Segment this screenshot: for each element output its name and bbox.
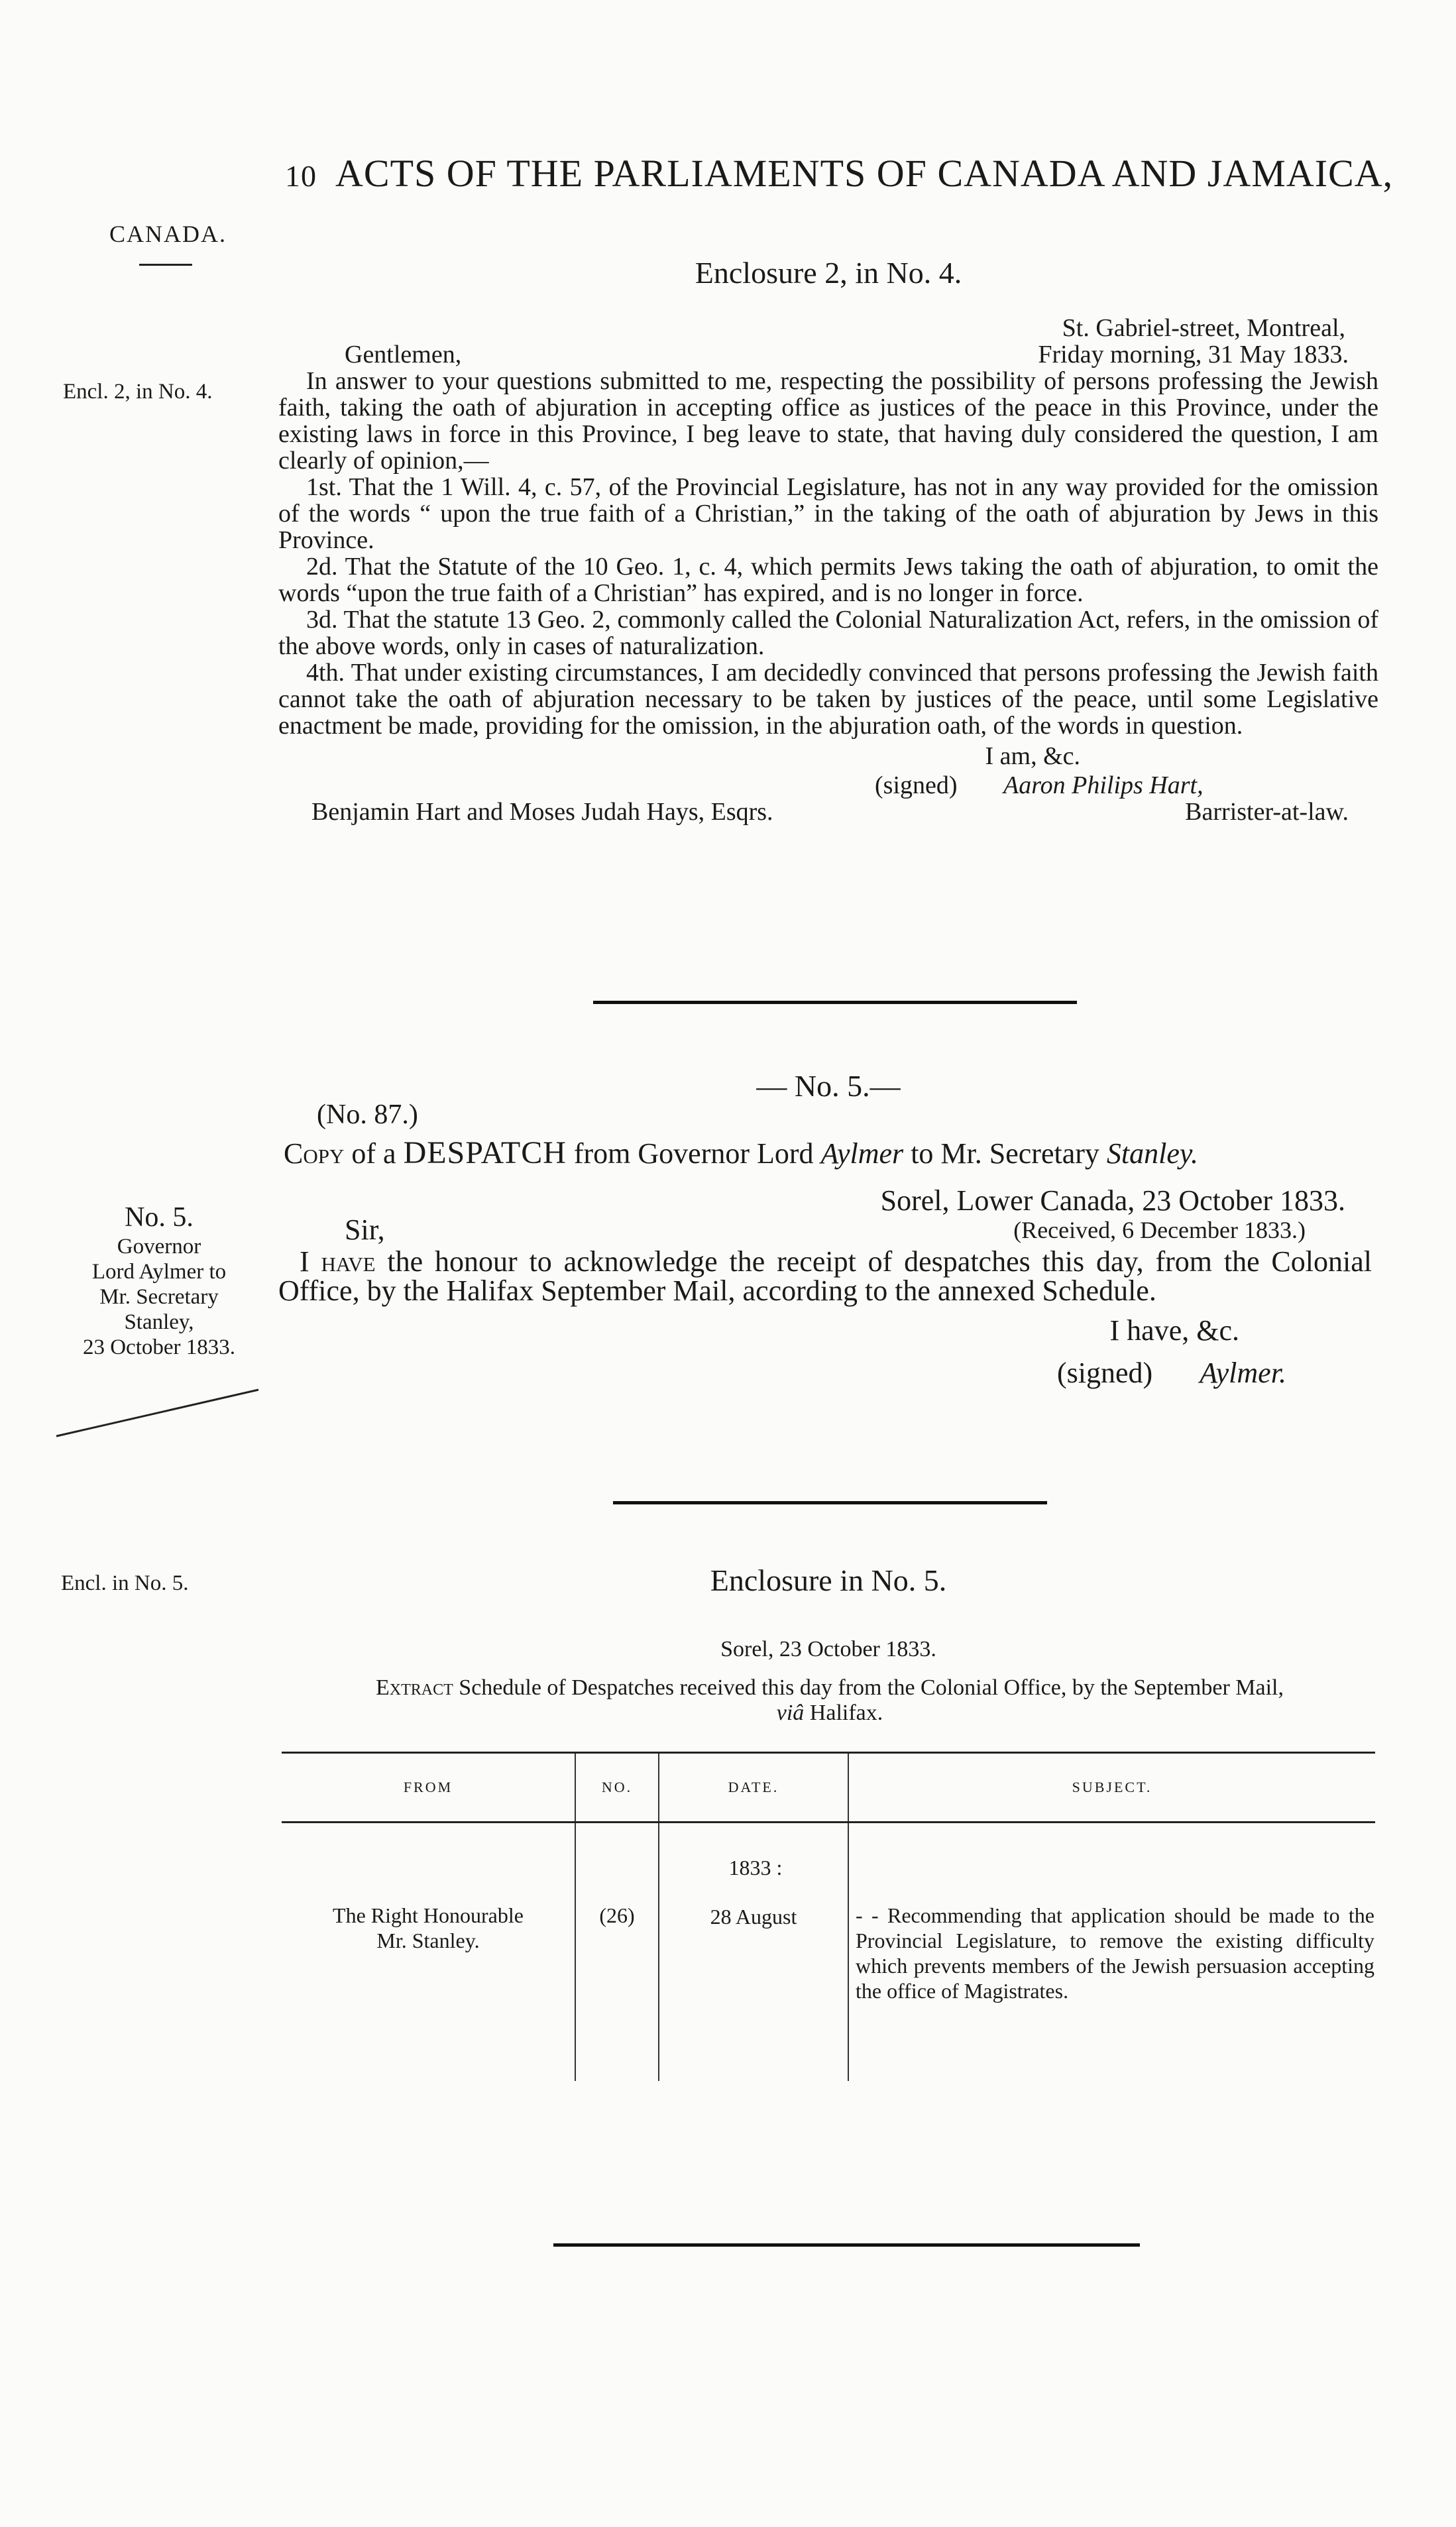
enclosure-5-date: Sorel, 23 October 1833. xyxy=(720,1637,936,1661)
halifax-word: Halifax. xyxy=(804,1701,883,1725)
margin-flourish xyxy=(53,1382,265,1441)
body-lead: I have xyxy=(300,1245,376,1278)
letter-addressees: Benjamin Hart and Moses Judah Hays, Esqrs. xyxy=(311,798,773,826)
table-header-row xyxy=(282,1754,1375,1823)
closing-rule xyxy=(553,2243,1140,2247)
cell-from xyxy=(282,1823,575,2081)
header-from: FROM xyxy=(282,1754,575,1823)
margin-no-5-line: Lord Aylmer to xyxy=(91,1260,227,1284)
despatch-word: DESPATCH xyxy=(403,1135,567,1170)
schedule-caption xyxy=(280,1675,1380,1726)
despatch-received: (Received, 6 December 1833.) xyxy=(1013,1217,1306,1243)
letter-salutation: Gentlemen, xyxy=(345,341,462,368)
despatch-signer: Aylmer. xyxy=(1200,1357,1286,1389)
schedule-caption-text: Schedule of Despatches received this day from the Colonial Office, by the September Mail, xyxy=(453,1675,1284,1700)
section-rule-1 xyxy=(593,1001,1077,1004)
margin-encl-5: Encl. in No. 5. xyxy=(61,1571,189,1595)
despatch-caption xyxy=(284,1135,1377,1171)
despatch-body xyxy=(278,1247,1372,1306)
caption-part: to Mr. Secretary xyxy=(903,1137,1107,1170)
letter-paragraph-1: In answer to your questions submitted to me, respecting the possibility of persons professing the Jewish faith, taking the oath of abjuration in accepting office as justices of the peace in this Province, under the existing laws in force in this Province, I beg leave to state, that having duly considered the question, I am clearly of opinion,— xyxy=(278,367,1378,475)
header-no: NO. xyxy=(575,1754,659,1823)
letter-closing: I am, &c. xyxy=(985,742,1080,770)
enclosure-5-title: Enclosure in No. 5. xyxy=(710,1563,947,1597)
caption-part: of a xyxy=(344,1137,404,1170)
despatch-place-date: Sorel, Lower Canada, 23 October 1833. xyxy=(880,1184,1345,1217)
from-line-2: Mr. Stanley. xyxy=(376,1929,480,1952)
header-date: DATE. xyxy=(659,1754,848,1823)
no-5-title: — No. 5.— xyxy=(756,1069,901,1103)
margin-encl-2: Encl. 2, in No. 4. xyxy=(63,380,213,404)
extract-word: Extract xyxy=(376,1675,453,1700)
margin-no-5-line: 23 October 1833. xyxy=(82,1335,236,1359)
margin-divider xyxy=(139,264,192,266)
body-text: the honour to acknowledge the receipt of despatches this day, from the Colonial Office, by the Halifax September Mail, according to the annexed Schedule. xyxy=(278,1245,1372,1307)
margin-canada: CANADA. xyxy=(109,221,227,247)
via-word: viâ xyxy=(776,1701,805,1725)
letter-date: Friday morning, 31 May 1833. xyxy=(1038,341,1349,368)
margin-no-5-line: Stanley, xyxy=(124,1310,194,1334)
date-day: 28 August xyxy=(710,1905,797,1929)
letter-paragraph-5: 4th. That under existing circumstances, I am decidedly convinced that persons professing the Jewish faith cannot take the oath of abjuration necessary to be taken by justices of the peace, until some Legislative enactment be made, providing for the omission, in the abjuration oath, of the words in question. xyxy=(278,659,1378,740)
despatch-letter xyxy=(278,1186,1378,1388)
signer-title: Barrister-at-law. xyxy=(1185,798,1349,826)
margin-no-5 xyxy=(60,1201,258,1360)
despatch-closing: I have, &c. xyxy=(1109,1314,1239,1347)
enclosure-2-letter xyxy=(278,315,1378,825)
table-year: 1833 : xyxy=(728,1856,783,1880)
despatch-signed-label: (signed) xyxy=(1057,1357,1153,1389)
signer-name: Aaron Philips Hart, xyxy=(1003,771,1204,799)
stanley-name: Stanley. xyxy=(1106,1137,1198,1170)
signed-label: (signed) xyxy=(875,771,958,799)
margin-no-5-line: Mr. Secretary xyxy=(99,1285,219,1309)
despatch-ref: (No. 87.) xyxy=(317,1099,418,1130)
enclosure-2-title: Enclosure 2, in No. 4. xyxy=(695,256,962,290)
from-line-1: The Right Honourable xyxy=(333,1903,524,1927)
letter-paragraph-2: 1st. That the 1 Will. 4, c. 57, of the Provincial Legislature, has not in any way provided for the omission of the words “ upon the true faith of a Christian,” in the taking of the oath of abjuration by Jews in this Province. xyxy=(278,473,1378,554)
cell-subject: - - Recommending that application should be made to the Provincial Legislature, to remove the existing difficulty which prevents members of the Jewish persuasion accepting the office of Magistrates. xyxy=(856,1903,1374,2003)
letter-paragraph-4: 3d. That the statute 13 Geo. 2, commonly called the Colonial Naturalization Act, refers, in the omission of the above words, only in cases of naturalization. xyxy=(278,606,1378,660)
aylmer-name: Aylmer xyxy=(820,1137,904,1170)
caption-part: from Governor Lord xyxy=(566,1137,821,1170)
letter-address: St. Gabriel-street, Montreal, xyxy=(1062,314,1345,342)
schedule-table-wrap xyxy=(282,1752,1375,2081)
margin-no-5-line: Governor xyxy=(117,1235,201,1259)
schedule-table xyxy=(282,1754,1375,2081)
letter-paragraph-3: 2d. That the Statute of the 10 Geo. 1, c. 4, which permits Jews taking the oath of abjuration, to omit the words “upon the true faith of a Christian” has expired, and is no longer in force. xyxy=(278,553,1378,607)
page-number: 10 xyxy=(285,159,317,193)
page-header-title: ACTS OF THE PARLIAMENTS OF CANADA AND JAMAICA, xyxy=(335,152,1394,195)
despatch-salutation: Sir, xyxy=(345,1213,385,1246)
margin-no-5-number: No. 5. xyxy=(125,1202,194,1233)
copy-word: Copy xyxy=(284,1137,345,1170)
section-rule-2 xyxy=(613,1501,1047,1504)
running-header xyxy=(285,151,1394,196)
header-subject: SUBJECT. xyxy=(848,1754,1375,1823)
cell-no: (26) xyxy=(575,1823,659,2081)
